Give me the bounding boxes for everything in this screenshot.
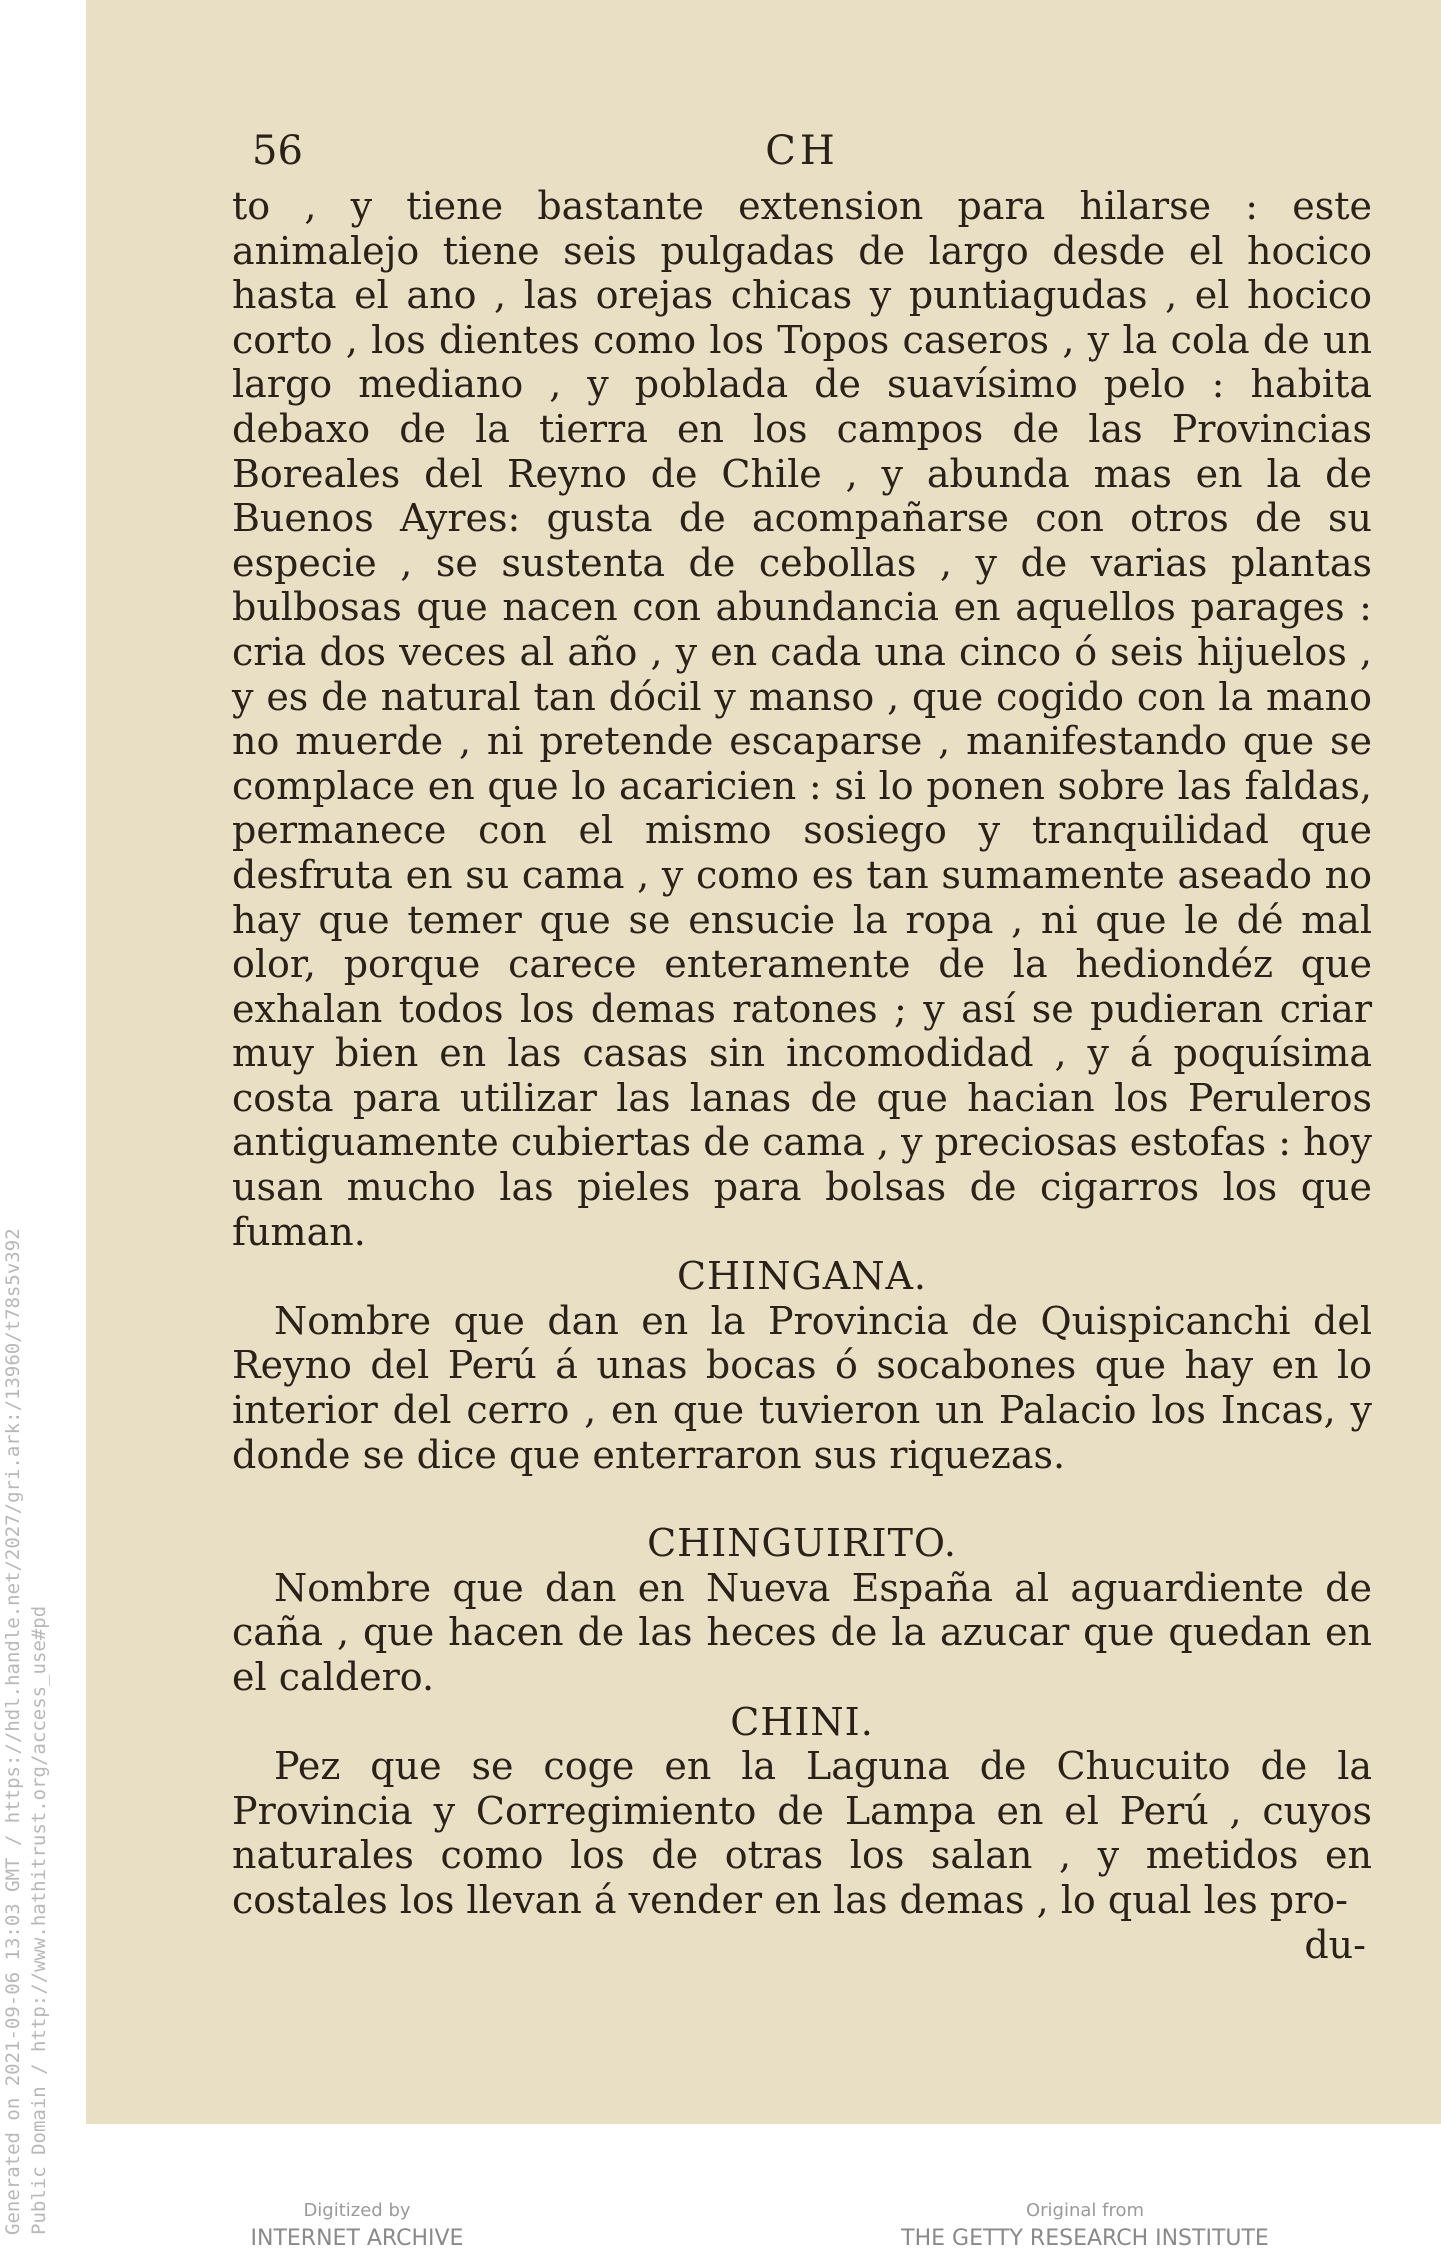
stamp-line-generated: Generated on 2021-09-06 13:03 GMT / https://hdl.handle.net/2027/gri.ark:/13960/t78s5v392: [2, 1228, 24, 2235]
catchword: du-: [1304, 1922, 1366, 1967]
entry-text-chingana: Nombre que dan en la Provincia de Quispicanchi del Reyno del Perú á unas bocas ó socabones que hay en lo interior del cerro , en que tuvieron un Palacio los Incas, y donde se dice que enterraron sus riquezas.: [232, 1298, 1372, 1477]
page-content: [232, 122, 1372, 1967]
stamp-line-rights: Public Domain / http://www.hathitrust.org/access_use#pd: [28, 1605, 50, 2235]
book-page: [86, 0, 1441, 2124]
page-number: 56: [252, 128, 303, 174]
footer-original-label: Original from: [1025, 2200, 1145, 2221]
footer-original: [870, 2198, 1300, 2254]
entry-text-chini: Pez que se coge en la Laguna de Chucuito de la Provincia y Corregimiento de Lampa en el Perú , cuyos naturales como los de otras los salan , y metidos en costales los llevan á vender en las demas , lo qual les pro-: [232, 1744, 1372, 1922]
hathitrust-stamp: [0, 1228, 52, 2235]
entry-text-chinguirito: Nombre que dan en Nueva España al aguardiente de caña , que hacen de las heces de la azucar que quedan en el caldero.: [232, 1565, 1372, 1699]
footer-digitized-label: Digitized by: [303, 2200, 411, 2221]
page-header: [232, 122, 1372, 184]
footer-original-source: THE GETTY RESEARCH INSTITUTE: [901, 2226, 1269, 2251]
entry-heading-chinguirito: CHINGUIRITO.: [647, 1521, 957, 1566]
footer-digitized: [232, 2198, 482, 2254]
running-head: CH: [765, 128, 839, 174]
entry-heading-chini: CHINI.: [730, 1699, 874, 1744]
continuation-paragraph: to , y tiene bastante extension para hilarse : este animalejo tiene seis pulgadas de largo desde el hocico hasta el ano , las orejas chicas y puntiagudas , el hocico corto , los dientes como los Topos caseros , y la cola de un largo mediano , y poblada de suavísimo pelo : habita debaxo de la tierra en los campos de las Provincias Boreales del Reyno de Chile , y abunda mas en la de Buenos Ayres: gusta de acompañarse con otros de su especie , se sustenta de cebollas , y de varias plantas bulbosas que nacen con abundancia en aquellos parages : cria dos veces al año , y en cada una cinco ó seis hijuelos , y es de natural tan dócil y manso , que cogido con la mano no muerde , ni pretende escaparse , manifestando que se complace en que lo acaricien : si lo ponen sobre las faldas, permanece con el mismo sosiego y tranquilidad que desfruta en su cama , y como es tan sumamente aseado no hay que temer que se ensucie la ropa , ni que le dé mal olor, porque carece enteramente de la hediondéz que exhalan todos los demas ratones ; y así se pudieran criar muy bien en las casas sin incomodidad , y á poquísima costa para utilizar las lanas de que hacian los Peruleros antiguamente cubiertas de cama , y preciosas estofas : hoy usan mucho las pieles para bolsas de cigarros los que fuman.: [232, 184, 1372, 1254]
footer-digitizer-name: INTERNET ARCHIVE: [250, 2226, 464, 2251]
entry-heading-chingana: CHINGANA.: [676, 1254, 928, 1299]
